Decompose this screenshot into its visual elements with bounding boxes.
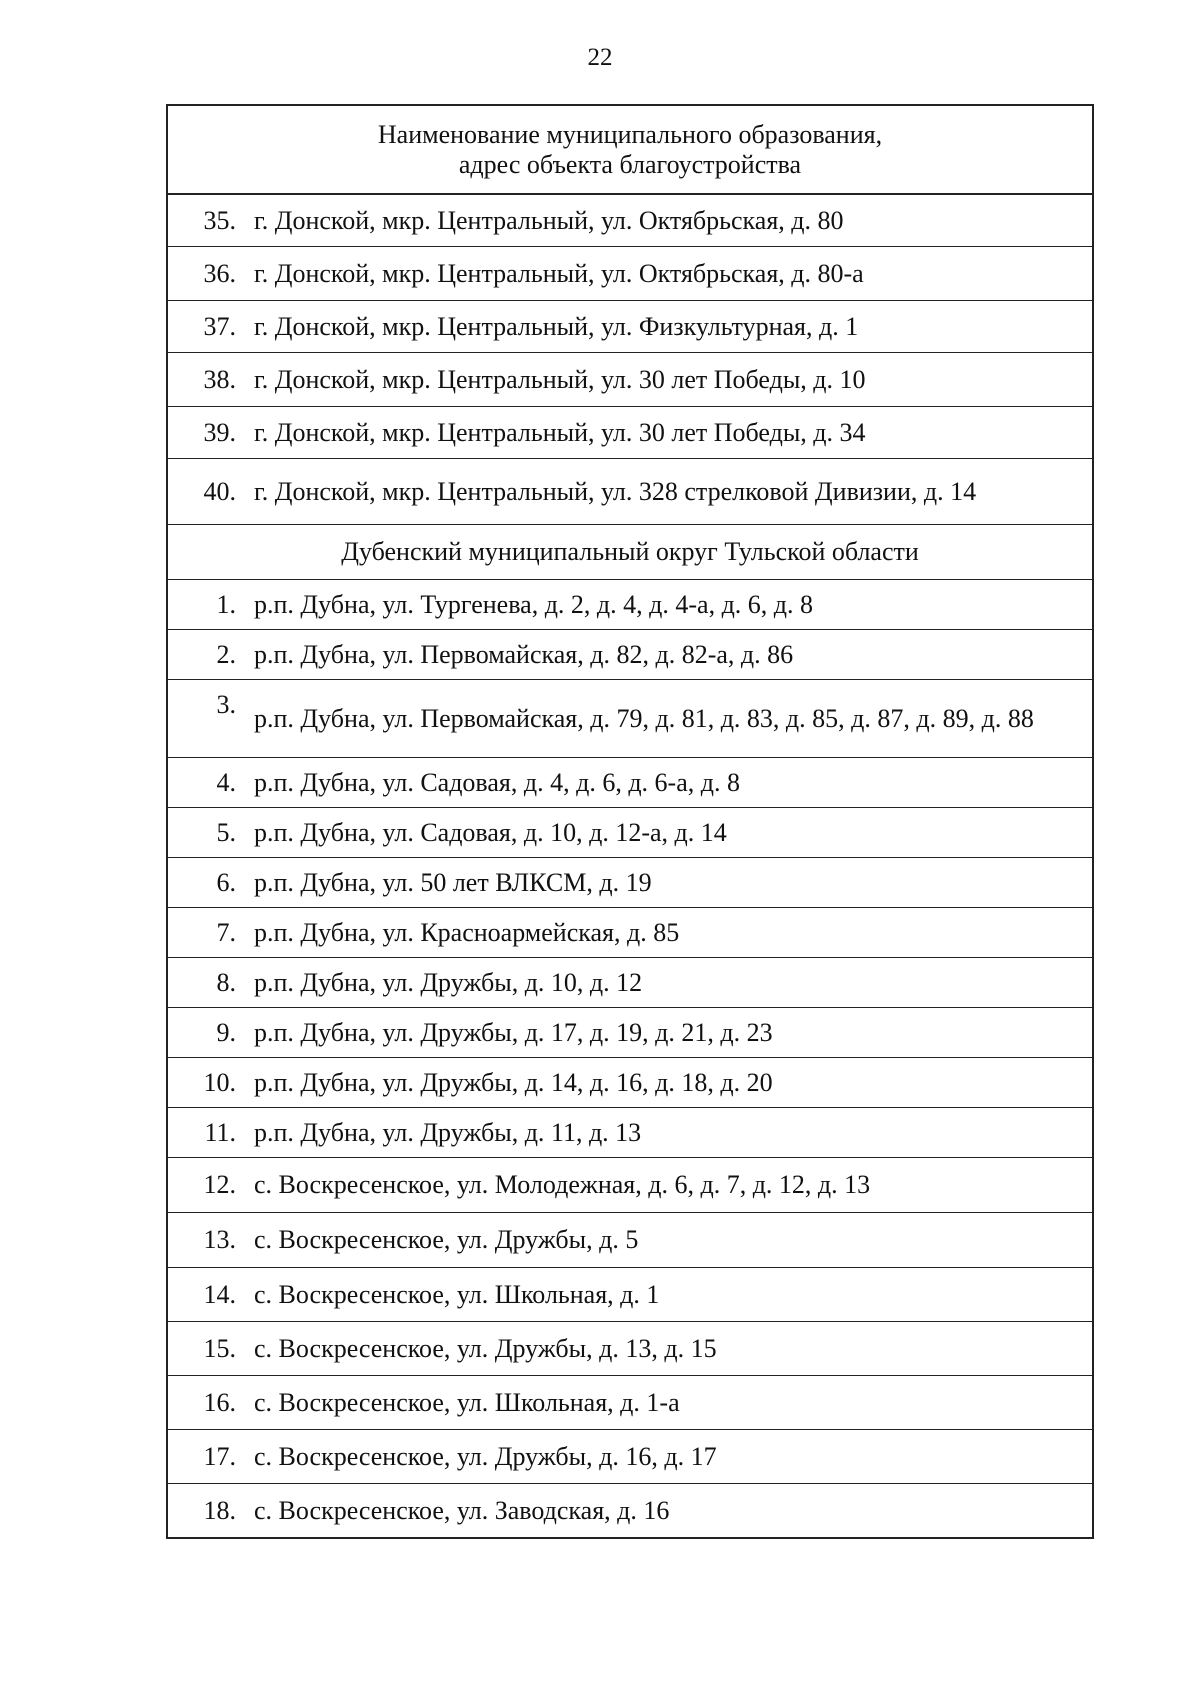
table-row: [168, 194, 1092, 246]
row-address: р.п. Дубна, ул. Красноармейская, д. 85: [254, 917, 680, 947]
row-number: 14.: [203, 1279, 236, 1309]
row-address: с. Воскресенское, ул. Заводская, д. 16: [254, 1495, 670, 1525]
row-number: 17.: [203, 1441, 236, 1471]
rows-part-1: [168, 194, 1092, 524]
row-address: с. Воскресенское, ул. Молодежная, д. 6, д. 7, д. 12, д. 13: [254, 1170, 871, 1199]
section-title: Дубенский муниципальный округ Тульской области: [341, 537, 919, 566]
row-address: г. Донской, мкр. Центральный, ул. Октябрьская, д. 80: [254, 205, 844, 235]
table-row: [168, 1375, 1092, 1429]
table-row: [168, 406, 1092, 458]
row-number: 16.: [203, 1387, 236, 1417]
row-address: р.п. Дубна, ул. Первомайская, д. 79, д. 81, д. 83, д. 85, д. 87, д. 89, д. 88: [254, 703, 1034, 733]
row-number: 39.: [203, 417, 236, 447]
header-line-1: Наименование муниципального образования,: [377, 119, 883, 149]
header-line-2: адрес объекта благоустройства: [458, 149, 802, 179]
row-address: р.п. Дубна, ул. Первомайская, д. 82, д. 82-а, д. 86: [254, 639, 794, 669]
table-row: [168, 1483, 1092, 1537]
row-address: р.п. Дубна, ул. 50 лет ВЛКСМ, д. 19: [254, 867, 652, 897]
row-number: 13.: [203, 1225, 236, 1254]
row-number: 15.: [203, 1333, 236, 1363]
table-row: [168, 1007, 1092, 1057]
row-address: р.п. Дубна, ул. Дружбы, д. 17, д. 19, д. 21, д. 23: [254, 1017, 773, 1047]
row-address: р.п. Дубна, ул. Садовая, д. 4, д. 6, д. 6-а, д. 8: [254, 767, 740, 797]
table-row: [168, 1057, 1092, 1107]
table-row: [168, 352, 1092, 406]
row-address: р.п. Дубна, ул. Дружбы, д. 10, д. 12: [254, 967, 643, 997]
row-number: 5.: [216, 817, 236, 847]
row-number: 11.: [204, 1117, 236, 1147]
row-number: 37.: [203, 311, 236, 341]
table-row: [168, 1267, 1092, 1321]
row-number: 36.: [203, 258, 236, 288]
table-row: [168, 1157, 1092, 1212]
table-row: [168, 857, 1092, 907]
row-number: 3.: [216, 690, 236, 719]
row-address: с. Воскресенское, ул. Школьная, д. 1: [254, 1279, 660, 1309]
row-address: с. Воскресенское, ул. Школьная, д. 1-а: [254, 1387, 680, 1417]
table-row: [168, 1429, 1092, 1483]
section-heading: [168, 524, 1092, 579]
table-row: [168, 957, 1092, 1007]
row-number: 40.: [203, 476, 236, 506]
table-row: [168, 300, 1092, 352]
row-number: 18.: [203, 1495, 236, 1525]
row-address: р.п. Дубна, ул. Садовая, д. 10, д. 12-а, д. 14: [254, 817, 727, 847]
row-number: 6.: [216, 867, 236, 897]
table-row: [168, 1212, 1092, 1267]
table-header: [168, 106, 1092, 194]
table-row: [168, 1107, 1092, 1157]
row-number: 8.: [216, 967, 236, 997]
address-table: [166, 104, 1094, 1539]
table-row: [168, 629, 1092, 679]
row-address: г. Донской, мкр. Центральный, ул. 328 стрелковой Дивизии, д. 14: [254, 476, 977, 506]
row-address: р.п. Дубна, ул. Тургенева, д. 2, д. 4, д. 4-а, д. 6, д. 8: [254, 589, 814, 619]
table-row: [168, 458, 1092, 524]
row-number: 9.: [216, 1017, 236, 1047]
row-address: с. Воскресенское, ул. Дружбы, д. 13, д. 15: [254, 1333, 717, 1363]
row-number: 1.: [216, 589, 236, 619]
rows-part-2: [168, 579, 1092, 1537]
row-address: г. Донской, мкр. Центральный, ул. 30 лет Победы, д. 10: [254, 364, 866, 394]
table-row: [168, 679, 1092, 757]
page-number: 22: [587, 44, 613, 71]
table-row: [168, 246, 1092, 300]
table-row: [168, 579, 1092, 629]
row-number: 10.: [203, 1067, 236, 1097]
row-number: 38.: [203, 364, 236, 394]
row-address: р.п. Дубна, ул. Дружбы, д. 14, д. 16, д. 18, д. 20: [254, 1067, 773, 1097]
row-number: 35.: [203, 205, 236, 235]
table-row: [168, 757, 1092, 807]
row-number: 2.: [216, 639, 236, 669]
table-row: [168, 807, 1092, 857]
table-row: [168, 907, 1092, 957]
row-address: р.п. Дубна, ул. Дружбы, д. 11, д. 13: [254, 1117, 642, 1147]
row-number: 7.: [216, 917, 236, 947]
row-address: г. Донской, мкр. Центральный, ул. Октябрьская, д. 80-а: [254, 258, 864, 288]
row-address: с. Воскресенское, ул. Дружбы, д. 16, д. 17: [254, 1441, 717, 1471]
row-address: с. Воскресенское, ул. Дружбы, д. 5: [254, 1225, 639, 1254]
row-address: г. Донской, мкр. Центральный, ул. Физкультурная, д. 1: [254, 311, 859, 341]
table-row: [168, 1321, 1092, 1375]
row-address: г. Донской, мкр. Центральный, ул. 30 лет Победы, д. 34: [254, 417, 866, 447]
row-number: 12.: [203, 1170, 236, 1199]
row-number: 4.: [216, 767, 236, 797]
